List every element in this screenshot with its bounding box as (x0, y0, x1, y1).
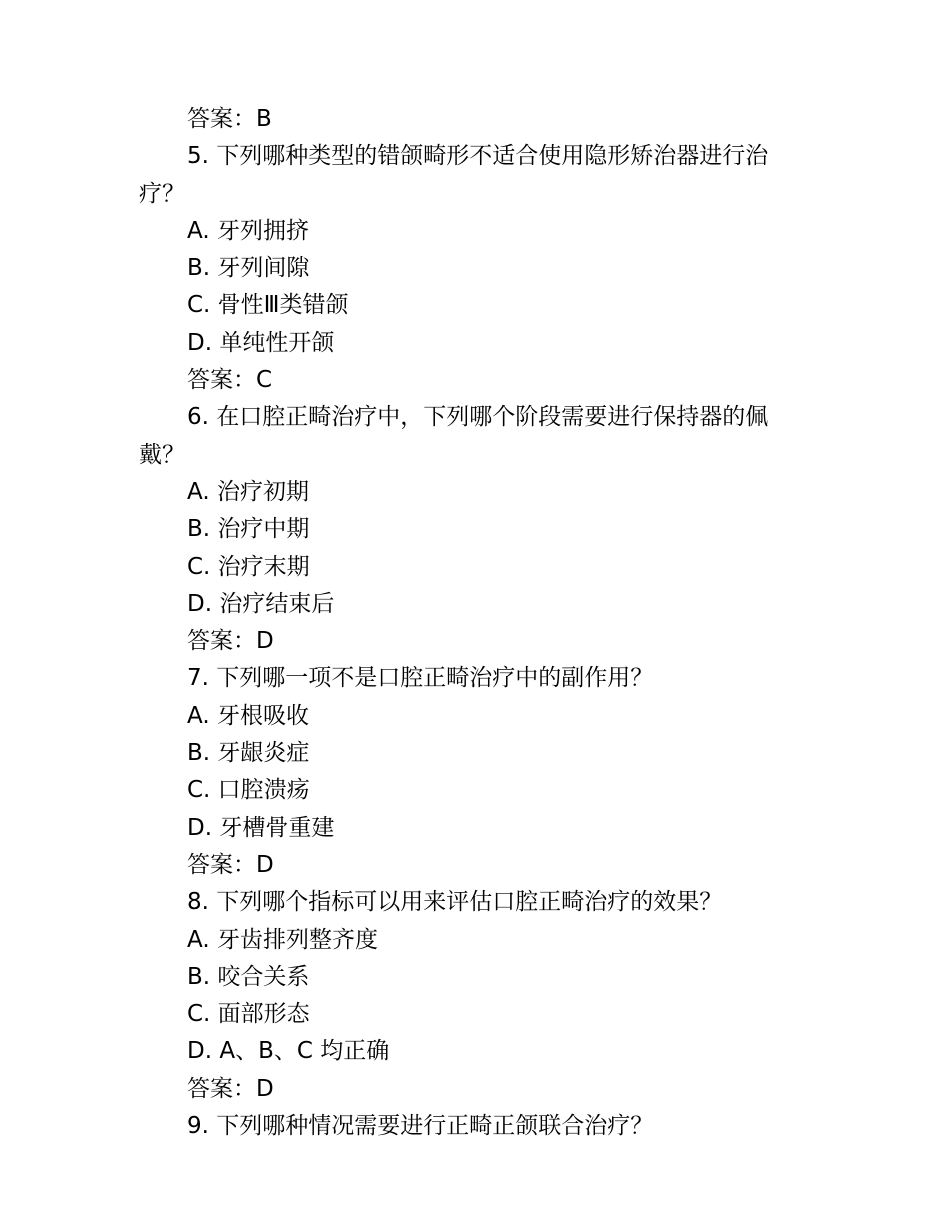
question-stem: 7. 下列哪一项不是口腔正畸治疗中的副作用？ (187, 665, 654, 692)
option-c: C. 骨性Ⅲ类错颌 (187, 292, 349, 319)
option-c: C. 面部形态 (187, 1001, 310, 1028)
question-stem-continued: 疗？ (139, 180, 185, 207)
option-b: B. 牙龈炎症 (187, 740, 310, 767)
option-d: D. 牙槽骨重建 (187, 814, 335, 841)
answer-line: 答案：B (187, 106, 272, 132)
answer-line: 答案：D (187, 628, 274, 655)
question-7 (139, 660, 814, 884)
answer-line: 答案：D (187, 851, 274, 878)
option-d: D. 治疗结束后 (187, 590, 335, 617)
option-c: C. 治疗末期 (187, 553, 310, 580)
question-8 (139, 884, 814, 1108)
option-a: A. 治疗初期 (187, 478, 309, 505)
question-9 (139, 1108, 814, 1145)
option-b: B. 牙列间隙 (187, 255, 310, 282)
option-d: D. 单纯性开颌 (187, 329, 335, 356)
question-stem-continued: 戴？ (139, 441, 185, 468)
option-b: B. 治疗中期 (187, 516, 310, 543)
document-body (139, 101, 814, 1145)
question-stem: 9. 下列哪种情况需要进行正畸正颌联合治疗？ (187, 1113, 654, 1140)
option-a: A. 牙根吸收 (187, 702, 309, 729)
answer-line: 答案：D (187, 1075, 274, 1102)
option-d: D. A、B、C 均正确 (187, 1038, 390, 1065)
question-stem: 8. 下列哪个指标可以用来评估口腔正畸治疗的效果？ (187, 889, 723, 916)
answer-line: 答案：C (187, 367, 273, 394)
question-stem: 5. 下列哪种类型的错颌畸形不适合使用隐形矫治器进行治 (187, 143, 769, 170)
option-c: C. 口腔溃疡 (187, 777, 310, 804)
option-a: A. 牙列拥挤 (187, 217, 309, 244)
option-a: A. 牙齿排列整齐度 (187, 926, 378, 953)
question-6 (139, 399, 814, 660)
question-stem: 6. 在口腔正畸治疗中，下列哪个阶段需要进行保持器的佩 (187, 404, 769, 431)
question-5 (139, 138, 814, 399)
option-b: B. 咬合关系 (187, 963, 310, 990)
